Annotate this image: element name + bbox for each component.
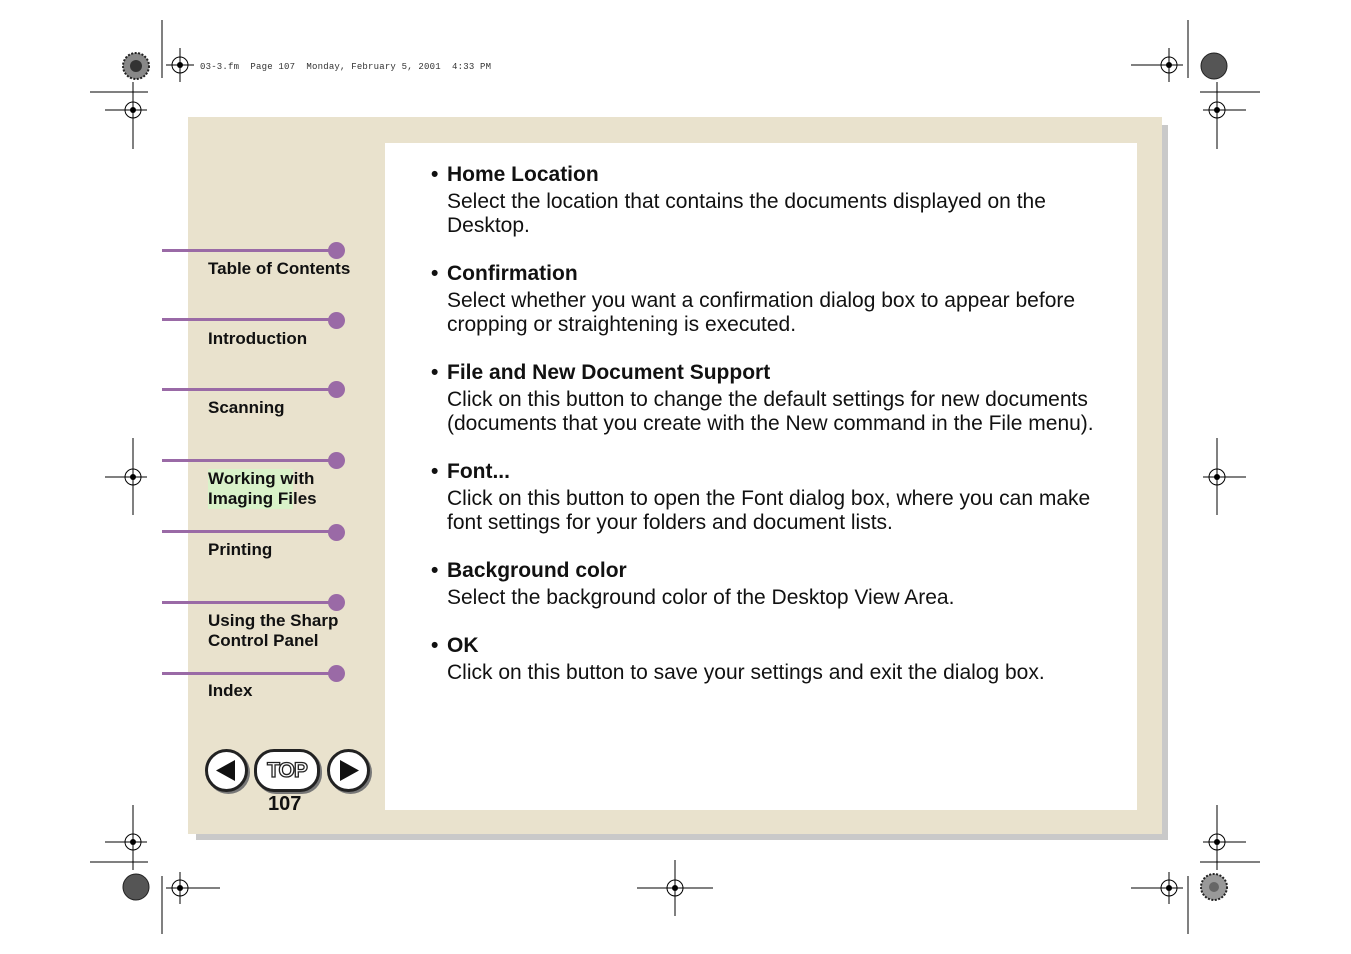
- list-item: [431, 163, 1121, 238]
- sidebar-item-printing[interactable]: [0, 522, 380, 582]
- entry-description: Select whether you want a confirmation dialog box to appear before cropping or straightening is executed.: [447, 289, 1076, 336]
- next-page-button[interactable]: [327, 749, 370, 792]
- file-header-line: 03-3.fm Page 107 Monday, February 5, 2001 4:33 PM: [200, 62, 492, 72]
- list-item: [431, 559, 1121, 610]
- nav-dot-icon: [328, 524, 345, 541]
- sidebar-item-working-with-imaging-files[interactable]: [0, 450, 380, 510]
- bullet: •: [431, 559, 439, 582]
- bullet: •: [431, 361, 439, 384]
- entry-description: Click on this button to change the default settings for new documents (documents that you create with the New command in the File menu).: [447, 388, 1094, 435]
- nav-line: [162, 530, 337, 533]
- nav-dot-icon: [328, 665, 345, 682]
- nav-dot-icon: [328, 242, 345, 259]
- option-list: [431, 163, 1121, 709]
- left-triangle-icon: [208, 752, 245, 789]
- bullet: •: [431, 634, 439, 657]
- nav-dot-icon: [328, 594, 345, 611]
- entry-title: Confirmation: [447, 262, 578, 285]
- sidebar-item-table-of-contents[interactable]: [0, 240, 380, 300]
- sidebar-item-label: Introduction: [208, 329, 308, 348]
- entry-title: OK: [447, 634, 479, 657]
- entry-title: Background color: [447, 559, 627, 582]
- entry-description: Select the background color of the Desktop View Area.: [447, 586, 955, 609]
- entry-description: Click on this button to save your settings and exit the dialog box.: [447, 661, 1045, 684]
- bullet: •: [431, 163, 439, 186]
- previous-page-button[interactable]: [205, 749, 248, 792]
- sidebar-item-label: Index: [208, 681, 253, 700]
- nav-line: [162, 318, 337, 321]
- sidebar-item-label: Using the Sharp Control Panel: [208, 611, 339, 650]
- nav-dot-icon: [328, 452, 345, 469]
- list-item: [431, 262, 1121, 337]
- top-button[interactable]: TOP: [254, 749, 320, 792]
- entry-description: Select the location that contains the documents displayed on the Desktop.: [447, 190, 1046, 237]
- sidebar-item-label: Printing: [208, 540, 273, 559]
- list-item: [431, 361, 1121, 436]
- list-item: [431, 460, 1121, 535]
- nav-dot-icon: [328, 312, 345, 329]
- sidebar-item-label: Working with Imaging Files: [208, 469, 317, 508]
- sidebar-item-introduction[interactable]: [0, 310, 380, 370]
- nav-line: [162, 249, 337, 252]
- nav-line: [162, 601, 337, 604]
- nav-line: [162, 459, 337, 462]
- sidebar-item-label: Scanning: [208, 398, 285, 417]
- sidebar-item-using-the-sharp-control-panel[interactable]: [0, 592, 380, 652]
- sidebar-item-label: Table of Contents: [208, 259, 351, 278]
- page-navigation: [205, 749, 370, 794]
- entry-title: Home Location: [447, 163, 599, 186]
- entry-title: File and New Document Support: [447, 361, 771, 384]
- nav-line: [162, 388, 337, 391]
- sidebar-item-scanning[interactable]: [0, 379, 380, 439]
- bullet: •: [431, 460, 439, 483]
- page-number: 107: [268, 793, 302, 815]
- list-item: [431, 634, 1121, 685]
- bullet: •: [431, 262, 439, 285]
- right-triangle-icon: [330, 752, 367, 789]
- entry-title: Font...: [447, 460, 510, 483]
- entry-description: Click on this button to open the Font dialog box, where you can make font settings for your folders and document lists.: [447, 487, 1091, 534]
- nav-line: [162, 672, 337, 675]
- sidebar-item-index[interactable]: [0, 663, 380, 723]
- nav-dot-icon: [328, 381, 345, 398]
